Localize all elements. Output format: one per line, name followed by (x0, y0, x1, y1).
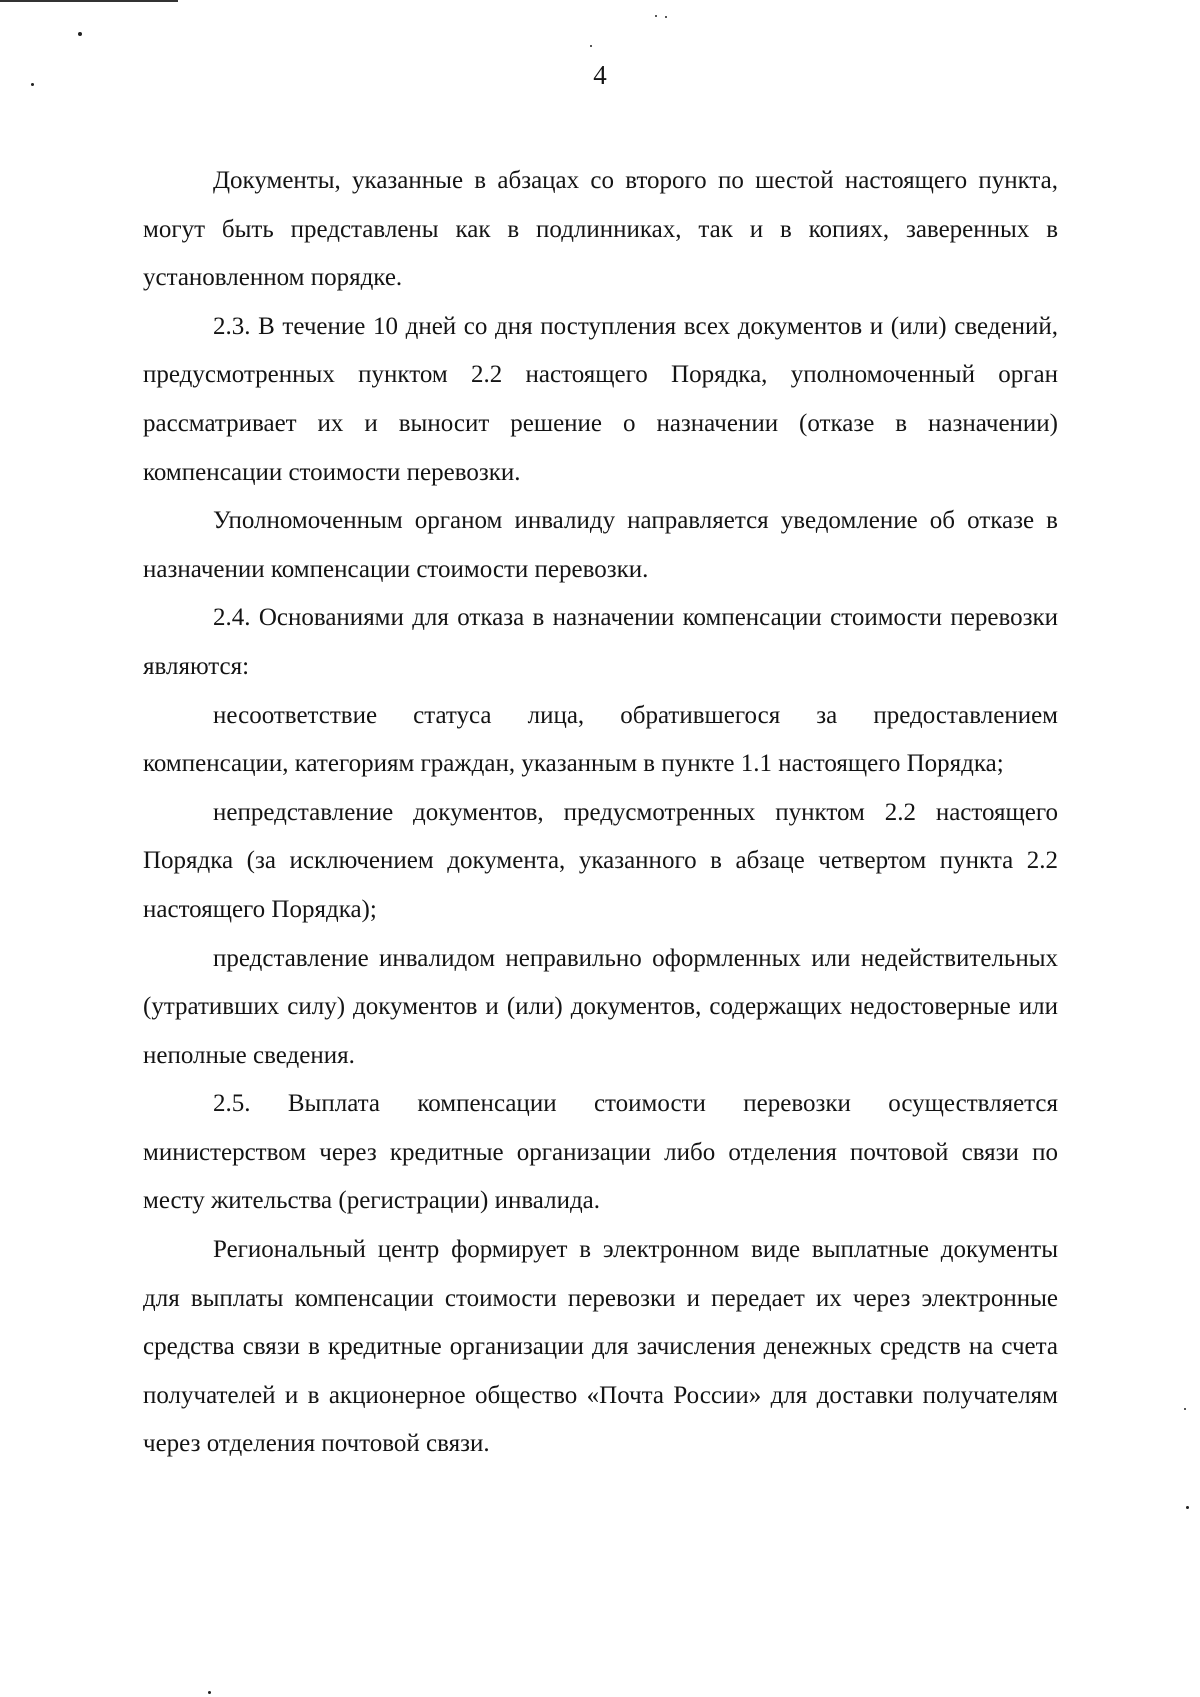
scan-speck (78, 32, 82, 36)
paragraph-documents-missing: непредставление документов, предусмотренных пунктом 2.2 настоящего Порядка (за исключением документа, указанного в абзаце четвертом пункта 2.2 настоящего Порядка); (143, 798, 1058, 923)
scan-speck (665, 16, 667, 18)
paragraph-documents-copies: Документы, указанные в абзацах со второго по шестой настоящего пункта, могут быть представлены как в подлинниках, так и в копиях, заверенных в установленном порядке. (143, 167, 1058, 292)
scan-speck (590, 45, 592, 47)
document-body (143, 157, 1058, 1469)
scan-speck (1186, 1506, 1189, 1509)
scan-top-edge-line (0, 0, 178, 2)
paragraph-2-3: 2.3. В течение 10 дней со дня поступления всех документов и (или) сведений, предусмотренных пунктом 2.2 настоящего Порядка, уполномоченный орган рассматривает их и выносит решение о назначении (отказе в назначении) компенсации стоимости перевозки. (143, 312, 1058, 486)
scan-speck (208, 1691, 211, 1694)
scan-speck (1184, 1408, 1186, 1410)
paragraph-regional-center: Региональный центр формирует в электронном виде выплатные документы для выплаты компенсации стоимости перевозки и передает их через электронные средства связи в кредитные организации для зачисления денежных средств на счета получателей и в акционерное общество «Почта России» для доставки получателям через отделения почтовой связи. (143, 1236, 1058, 1458)
paragraph-2-4: 2.4. Основаниями для отказа в назначении компенсации стоимости перевозки являются: (143, 604, 1058, 680)
page-number: 4 (593, 60, 607, 90)
paragraph-invalid-documents: представление инвалидом неправильно оформленных или недействительных (утративших силу) документов и (или) документов, содержащих недостоверные или неполные сведения. (143, 944, 1058, 1069)
paragraph-2-5: 2.5. Выплата компенсации стоимости перевозки осуществляется министерством через кредитные организации либо отделения почтовой связи по месту жительства (регистрации) инвалида. (143, 1090, 1058, 1215)
paragraph-refusal-notice: Уполномоченным органом инвалиду направляется уведомление об отказе в назначении компенсации стоимости перевозки. (143, 507, 1058, 583)
paragraph-status-mismatch: несоответствие статуса лица, обратившегося за предоставлением компенсации, категориям граждан, указанным в пункте 1.1 настоящего Порядка; (143, 701, 1058, 778)
scan-speck (655, 15, 657, 17)
